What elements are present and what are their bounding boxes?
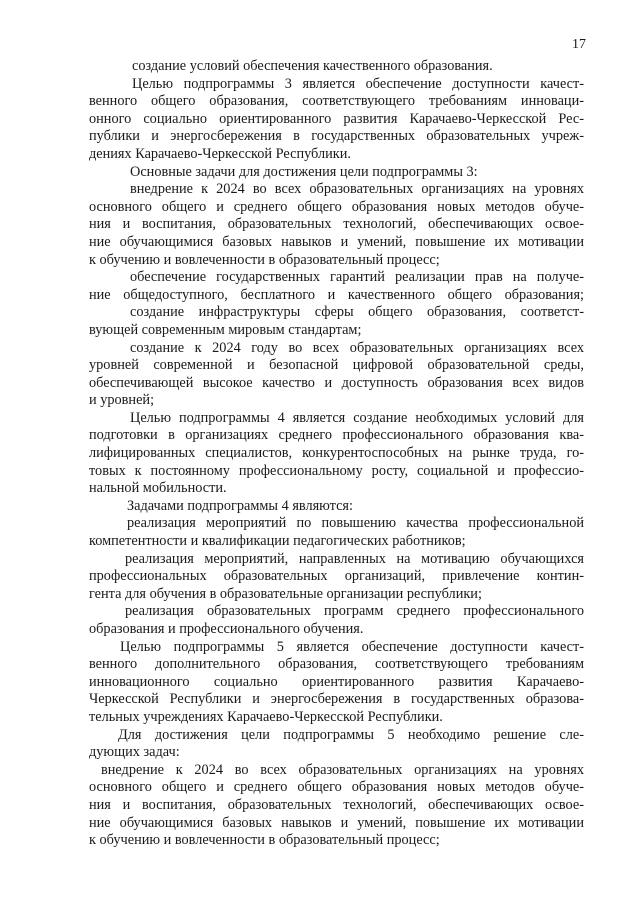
text-line: основного общего и среднего общего образования новых методов обуче- bbox=[89, 779, 584, 796]
text-line: Задачами подпрограммы 4 являются: bbox=[127, 497, 353, 514]
text-line: ние обучающимися базовых навыков и умений, повышение их мотивации bbox=[89, 814, 584, 831]
text-line: Целью подпрограммы 3 является обеспечение доступности качест- bbox=[132, 75, 584, 92]
text-line: товых к постоянному профессиональному росту, социальной и профессио- bbox=[89, 462, 584, 479]
page-number: 17 bbox=[572, 37, 586, 52]
text-line: гента для обучения в образовательные организации республики; bbox=[89, 585, 482, 602]
text-line: создание к 2024 году во всех образовательных организациях всех bbox=[130, 339, 584, 356]
text-line: реализация мероприятий по повышению качества профессиональной bbox=[127, 515, 584, 532]
text-line: внедрение к 2024 во всех образовательных организациях на уровнях bbox=[101, 761, 584, 778]
text-line: создание условий обеспечения качественного образования. bbox=[132, 58, 493, 74]
text-line: подготовки в организациях среднего профессионального образования ква- bbox=[89, 427, 584, 444]
text-line: основного общего и среднего общего образования новых методов обуче- bbox=[89, 198, 584, 215]
text-line: ние общедоступного, бесплатного и качественного общего образования; bbox=[89, 286, 584, 303]
text-line: к обучению и вовлеченности в образовательный процесс; bbox=[89, 251, 440, 268]
text-line: ние обучающимися базовых навыков и умений, повышение их мотивации bbox=[89, 233, 584, 250]
text-line: Целью подпрограммы 4 является создание необходимых условий для bbox=[130, 409, 584, 426]
text-line: вующей современным мировым стандартам; bbox=[89, 321, 362, 338]
text-line: обеспечение государственных гарантий реализации прав на получе- bbox=[130, 269, 584, 286]
text-line: внедрение к 2024 во всех образовательных организациях на уровнях bbox=[130, 181, 584, 198]
text-line: Основные задачи для достижения цели подпрограммы 3: bbox=[130, 163, 478, 180]
text-line: компетентности и квалификации педагогических работников; bbox=[89, 533, 466, 550]
text-line: к обучению и вовлеченности в образовательный процесс; bbox=[89, 832, 440, 849]
document-body bbox=[89, 58, 584, 850]
text-line: ния и воспитания, образовательных технологий, обеспечивающих освое- bbox=[89, 216, 584, 233]
text-line: уровней современной и безопасной цифровой образовательной среды, bbox=[89, 357, 584, 374]
text-line: ния и воспитания, образовательных технологий, обеспечивающих освое- bbox=[89, 796, 584, 813]
text-line: Целью подпрограммы 5 является обеспечение доступности качест- bbox=[120, 638, 584, 655]
text-line: инновационного социально ориентированного развития Карачаево- bbox=[89, 673, 584, 690]
text-line: венного дополнительного образования, соответствующего требованиям bbox=[89, 656, 584, 673]
text-line: Черкесской Республики и энергосбережения в государственных образова- bbox=[89, 691, 584, 708]
text-line: публики и энергосбережения в государственных образовательных учреж- bbox=[89, 128, 584, 145]
text-line: Для достижения цели подпрограммы 5 необходимо решение сле- bbox=[118, 726, 584, 743]
text-line: онного социально ориентированного развития Карачаево-Черкесской Рес- bbox=[89, 110, 584, 127]
text-line: венного общего образования, соответствующего требованиям инноваци- bbox=[89, 93, 584, 110]
text-line: реализация мероприятий, направленных на мотивацию обучающихся bbox=[125, 550, 584, 567]
text-line: профессиональных образовательных организаций, привлечение контин- bbox=[89, 568, 584, 585]
text-line: образования и профессионального обучения. bbox=[89, 621, 364, 637]
text-line: лифицированных специалистов, конкурентоспособных на рынке труда, го- bbox=[89, 445, 584, 462]
text-line: дующих задач: bbox=[89, 744, 180, 761]
text-line: реализация образовательных программ среднего профессионального bbox=[125, 603, 584, 620]
text-line: тельных учреждениях Карачаево-Черкесской Республики. bbox=[89, 708, 443, 725]
text-line: обеспечивающей высокое качество и доступность образования всех видов bbox=[89, 374, 584, 391]
text-line: дениях Карачаево-Черкесской Республики. bbox=[89, 145, 351, 162]
text-line: и уровней; bbox=[89, 392, 155, 409]
text-line: нальной мобильности. bbox=[89, 480, 227, 497]
text-line: создание инфраструктуры сферы общего образования, соответст- bbox=[130, 304, 584, 321]
